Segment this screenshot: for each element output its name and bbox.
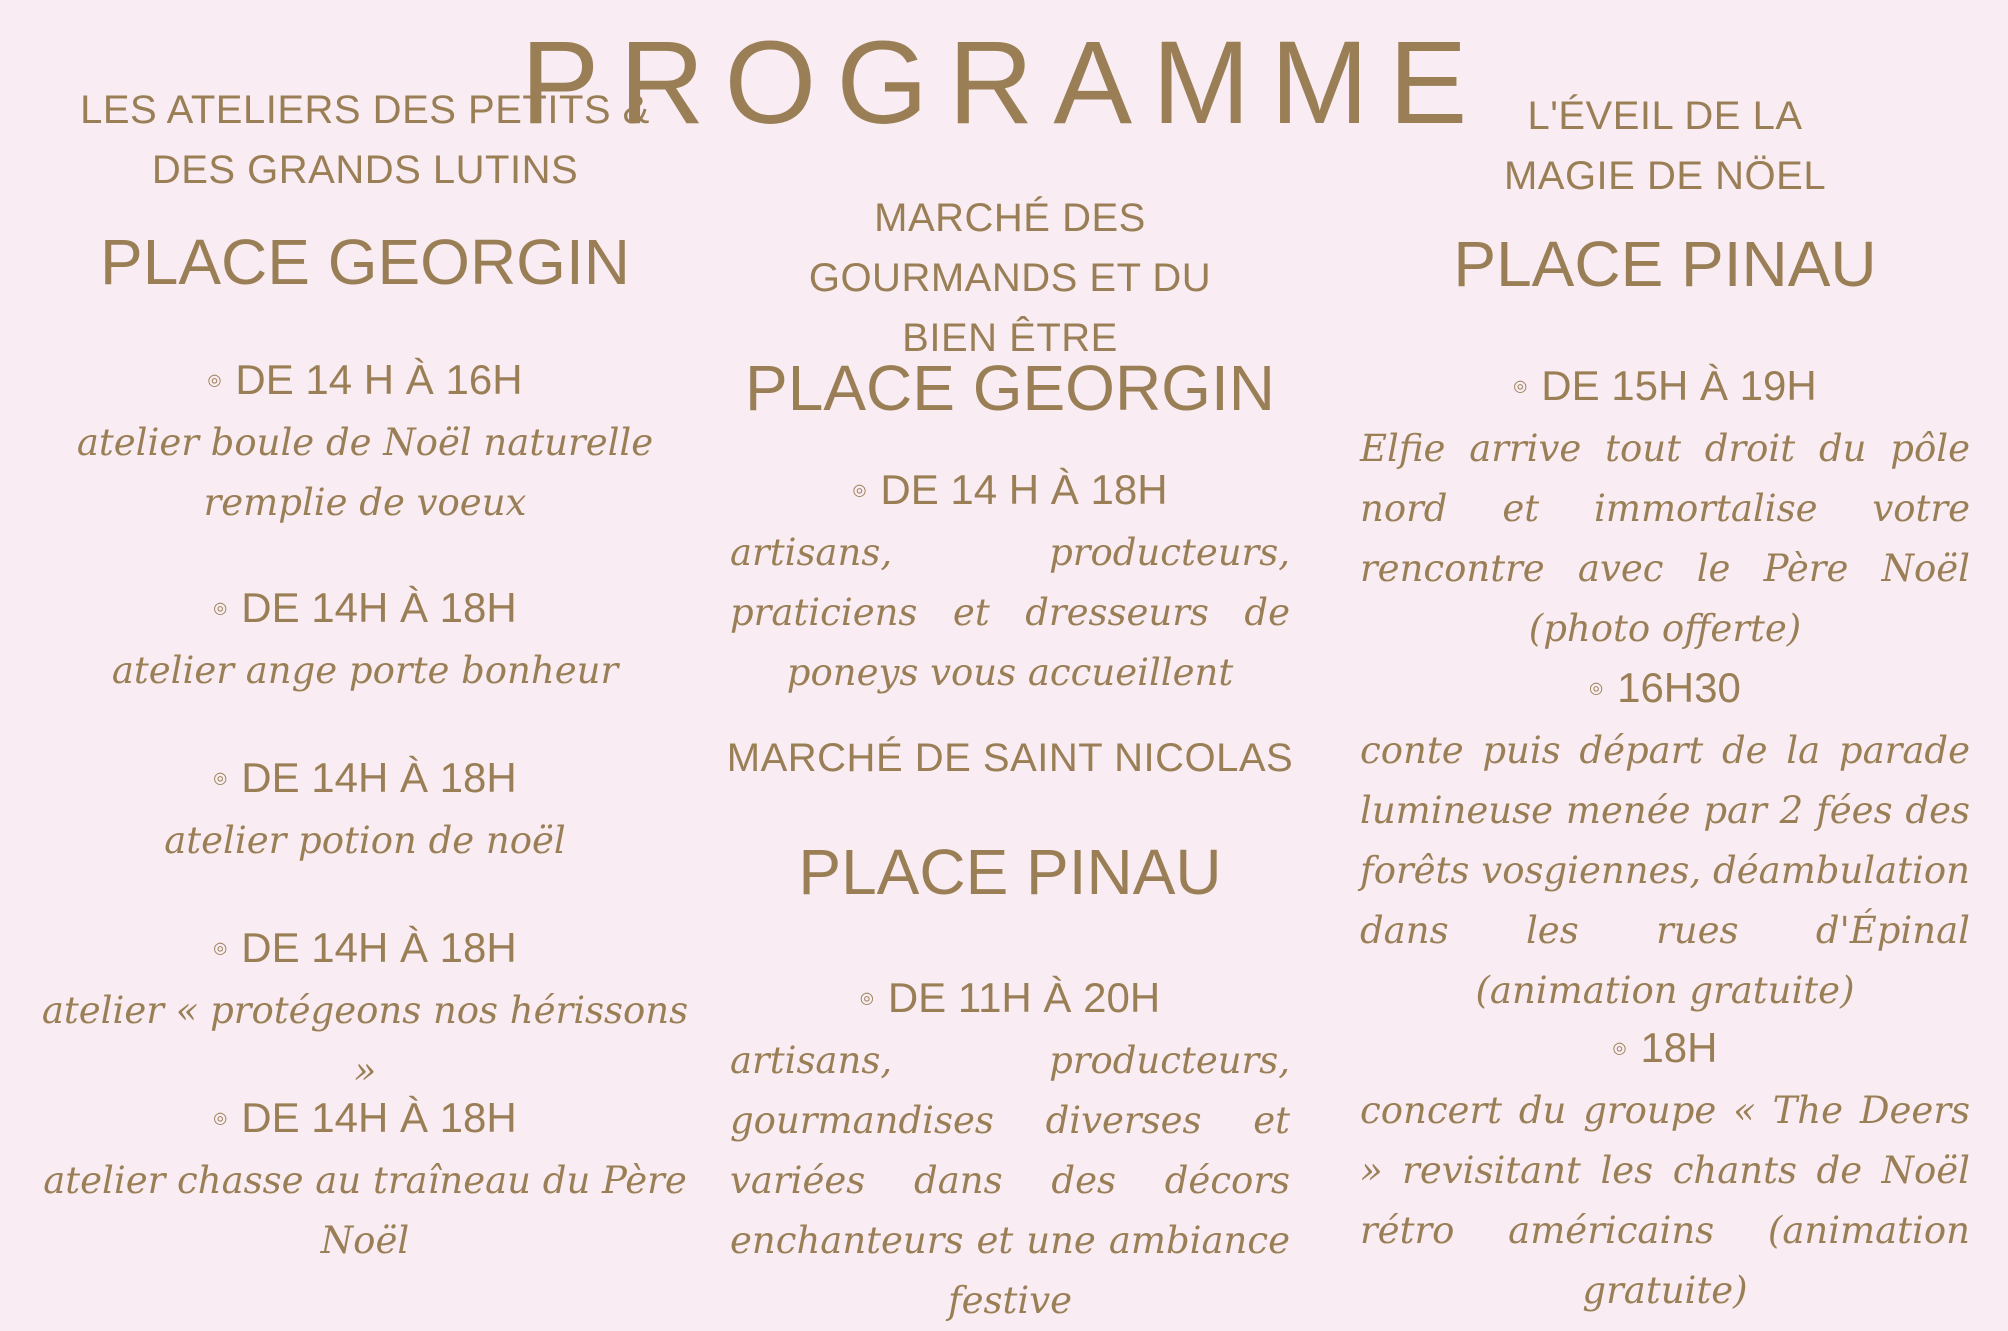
- section-title: L'ÉVEIL DE LA MAGIE DE NÖEL: [1503, 94, 1827, 198]
- event-description: atelier boule de Noël naturelle remplie de voeux: [76, 420, 654, 524]
- event-time: ◎ 18H: [1360, 1018, 1970, 1081]
- place-name: PLACE PINAU: [1453, 228, 1877, 300]
- place-name: PLACE GEORGIN: [100, 226, 630, 298]
- event-time: ◎ DE 14 H À 16H: [40, 350, 690, 413]
- event-item: [40, 578, 690, 701]
- bullet-icon: ◎: [207, 371, 222, 389]
- bullet-icon: ◎: [213, 1109, 228, 1127]
- event-description: atelier ange porte bonheur: [111, 648, 619, 692]
- section-title: MARCHÉ DE SAINT NICOLAS: [726, 736, 1294, 780]
- event-description: artisans, producteurs, praticiens et dresseurs de poneys vous accueillent: [730, 530, 1290, 694]
- event-description: conte puis départ de la parade lumineuse menée par 2 fées des forêts vosgiennes, déambulation dans les rues d'Épinal (animation gratuite): [1360, 728, 1970, 1012]
- event-item: [710, 968, 1310, 1331]
- event-item: [40, 918, 690, 1101]
- bullet-icon: ◎: [859, 989, 874, 1007]
- event-time: ◎ DE 14H À 18H: [40, 748, 690, 811]
- bullet-icon: ◎: [213, 939, 228, 957]
- event-time: ◎ DE 14H À 18H: [40, 918, 690, 981]
- bullet-icon: ◎: [213, 599, 228, 617]
- event-time: ◎ DE 11H À 20H: [710, 968, 1310, 1031]
- event-description: artisans, producteurs, gourmandises diverses et variées dans des décors enchanteurs et une ambiance festive: [730, 1038, 1290, 1322]
- bullet-icon: ◎: [213, 769, 228, 787]
- page-title: PROGRAMME: [520, 17, 1488, 149]
- event-time: ◎ DE 14H À 18H: [40, 1088, 690, 1151]
- event-description: Elfie arrive tout droit du pôle nord et immortalise votre rencontre avec le Père Noël (photo offerte): [1360, 426, 1970, 650]
- event-time: ◎ DE 14 H À 18H: [710, 460, 1310, 523]
- bullet-icon: ◎: [852, 481, 867, 499]
- event-description: concert du groupe « The Deers » revisitant les chants de Noël rétro américains (animation gratuite): [1360, 1088, 1970, 1312]
- event-time: ◎ 16H30: [1360, 658, 1970, 721]
- event-time: ◎ DE 15H À 19H: [1360, 356, 1970, 419]
- bullet-icon: ◎: [1612, 1039, 1627, 1057]
- place-name: PLACE GEORGIN: [745, 352, 1275, 424]
- section-title: LES ATELIERS DES PETITS & DES GRANDS LUTINS: [80, 88, 650, 192]
- event-item: [1360, 658, 1970, 1021]
- bullet-icon: ◎: [1513, 377, 1528, 395]
- event-item: [1360, 356, 1970, 659]
- event-time: ◎ DE 14H À 18H: [40, 578, 690, 641]
- section-title: MARCHÉ DES GOURMANDS ET DU BIEN ÊTRE: [808, 196, 1212, 360]
- event-item: [40, 350, 690, 533]
- event-description: atelier « protégeons nos hérissons »: [41, 988, 689, 1092]
- event-item: [710, 460, 1310, 703]
- bullet-icon: ◎: [1589, 679, 1604, 697]
- place-name: PLACE PINAU: [798, 836, 1222, 908]
- event-description: atelier chasse au traîneau du Père Noël: [43, 1158, 687, 1262]
- event-item: [40, 748, 690, 871]
- event-item: [40, 1088, 690, 1271]
- event-description: atelier potion de noël: [164, 818, 566, 862]
- event-item: [1360, 1018, 1970, 1321]
